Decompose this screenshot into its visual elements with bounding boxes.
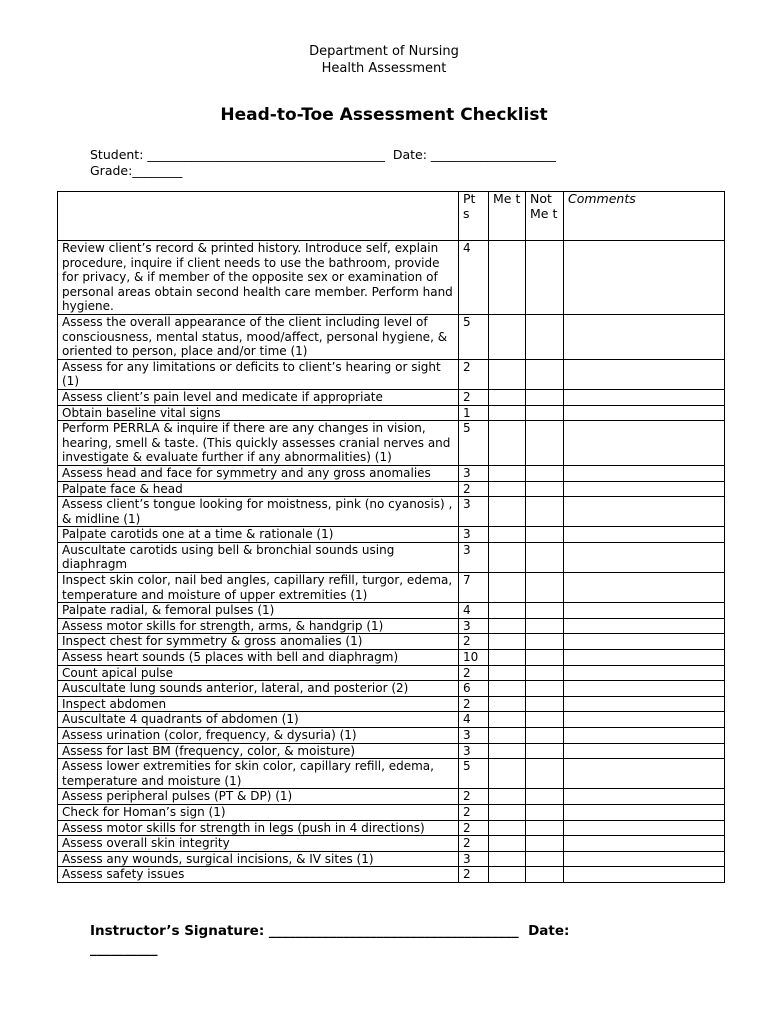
comments-cell[interactable]	[564, 804, 725, 820]
not-met-cell[interactable]	[526, 728, 564, 744]
table-row	[58, 421, 725, 466]
task-cell: Review client’s record & printed history. Introduce self, explain procedure, inquire if client needs to use the bathroom, provide for privacy, & if member of the opposite sex or examination of personal areas obtain second health care member. Perform hand hygiene.	[58, 241, 459, 315]
task-cell: Assess heart sounds (5 places with bell and diaphragm)	[58, 650, 459, 666]
task-cell: Assess for any limitations or deficits to client’s hearing or sight (1)	[58, 359, 459, 389]
table-row	[58, 542, 725, 572]
not-met-cell[interactable]	[526, 389, 564, 405]
met-cell[interactable]	[489, 241, 526, 315]
met-cell[interactable]	[489, 465, 526, 481]
met-cell[interactable]	[489, 573, 526, 603]
task-cell: Assess the overall appearance of the client including level of consciousness, mental status, mood/affect, personal hygiene, & oriented to person, place and/or time (1)	[58, 314, 459, 359]
points-cell: 4	[459, 712, 489, 728]
comments-cell[interactable]	[564, 542, 725, 572]
task-cell: Palpate face & head	[58, 481, 459, 497]
table-row	[58, 851, 725, 867]
task-cell: Assess motor skills for strength, arms, & handgrip (1)	[58, 618, 459, 634]
met-cell[interactable]	[489, 696, 526, 712]
not-met-cell[interactable]	[526, 542, 564, 572]
met-cell[interactable]	[489, 497, 526, 527]
course-name: Health Assessment	[321, 61, 447, 76]
column-header-comments: Comments	[564, 192, 725, 241]
comments-cell[interactable]	[564, 681, 725, 697]
table-row	[58, 820, 725, 836]
task-cell: Count apical pulse	[58, 665, 459, 681]
met-cell[interactable]	[489, 542, 526, 572]
not-met-cell[interactable]	[526, 650, 564, 666]
department-name: Department of Nursing	[309, 44, 459, 59]
points-cell: 2	[459, 836, 489, 852]
points-cell: 2	[459, 481, 489, 497]
met-cell[interactable]	[489, 743, 526, 759]
comments-cell[interactable]	[564, 465, 725, 481]
met-cell[interactable]	[489, 359, 526, 389]
points-cell: 7	[459, 573, 489, 603]
table-row	[58, 804, 725, 820]
table-row	[58, 603, 725, 619]
not-met-cell[interactable]	[526, 241, 564, 315]
not-met-cell[interactable]	[526, 465, 564, 481]
table-row	[58, 743, 725, 759]
comments-cell[interactable]	[564, 314, 725, 359]
task-cell: Palpate radial, & femoral pulses (1)	[58, 603, 459, 619]
points-cell: 2	[459, 789, 489, 805]
not-met-cell[interactable]	[526, 836, 564, 852]
column-header-met: Me t	[489, 192, 526, 241]
met-cell[interactable]	[489, 681, 526, 697]
met-cell[interactable]	[489, 314, 526, 359]
table-row	[58, 681, 725, 697]
task-cell: Auscultate carotids using bell & bronchial sounds using diaphragm	[58, 542, 459, 572]
student-date-line[interactable]: Student: ______________________________________ Date: ____________________	[90, 147, 556, 162]
column-header-pts: Pt s	[459, 192, 489, 241]
checklist-table	[57, 191, 725, 883]
points-cell: 2	[459, 634, 489, 650]
task-cell: Auscultate 4 quadrants of abdomen (1)	[58, 712, 459, 728]
not-met-cell[interactable]	[526, 665, 564, 681]
met-cell[interactable]	[489, 481, 526, 497]
comments-cell[interactable]	[564, 650, 725, 666]
comments-cell[interactable]	[564, 405, 725, 421]
comments-cell[interactable]	[564, 820, 725, 836]
grade-line[interactable]: Grade:________	[90, 163, 183, 178]
not-met-cell[interactable]	[526, 743, 564, 759]
not-met-cell[interactable]	[526, 497, 564, 527]
not-met-cell[interactable]	[526, 573, 564, 603]
not-met-cell[interactable]	[526, 712, 564, 728]
met-cell[interactable]	[489, 820, 526, 836]
points-cell: 3	[459, 728, 489, 744]
met-cell[interactable]	[489, 712, 526, 728]
comments-cell[interactable]	[564, 481, 725, 497]
table-row	[58, 728, 725, 744]
comments-cell[interactable]	[564, 728, 725, 744]
comments-cell[interactable]	[564, 527, 725, 543]
table-row	[58, 634, 725, 650]
points-cell: 2	[459, 665, 489, 681]
met-cell[interactable]	[489, 851, 526, 867]
task-cell: Check for Homan’s sign (1)	[58, 804, 459, 820]
points-cell: 3	[459, 618, 489, 634]
met-cell[interactable]	[489, 421, 526, 466]
not-met-cell[interactable]	[526, 681, 564, 697]
points-cell: 4	[459, 603, 489, 619]
points-cell: 2	[459, 820, 489, 836]
met-cell[interactable]	[489, 759, 526, 789]
comments-cell[interactable]	[564, 618, 725, 634]
not-met-cell[interactable]	[526, 634, 564, 650]
comments-cell[interactable]	[564, 389, 725, 405]
task-cell: Inspect abdomen	[58, 696, 459, 712]
comments-cell[interactable]	[564, 867, 725, 883]
column-header-task	[58, 192, 459, 241]
points-cell: 4	[459, 241, 489, 315]
task-cell: Assess any wounds, surgical incisions, & IV sites (1)	[58, 851, 459, 867]
not-met-cell[interactable]	[526, 851, 564, 867]
comments-cell[interactable]	[564, 712, 725, 728]
comments-cell[interactable]	[564, 603, 725, 619]
comments-cell[interactable]	[564, 743, 725, 759]
met-cell[interactable]	[489, 728, 526, 744]
page-title: Head-to-Toe Assessment Checklist	[220, 105, 548, 125]
points-cell: 2	[459, 867, 489, 883]
not-met-cell[interactable]	[526, 867, 564, 883]
comments-cell[interactable]	[564, 497, 725, 527]
met-cell[interactable]	[489, 634, 526, 650]
not-met-cell[interactable]	[526, 314, 564, 359]
comments-cell[interactable]	[564, 759, 725, 789]
points-cell: 2	[459, 359, 489, 389]
not-met-cell[interactable]	[526, 789, 564, 805]
table-row	[58, 712, 725, 728]
instructor-signature-line[interactable]: Instructor’s Signature: _____________________________________ Date:	[90, 923, 570, 939]
not-met-cell[interactable]	[526, 481, 564, 497]
comments-cell[interactable]	[564, 359, 725, 389]
comments-cell[interactable]	[564, 573, 725, 603]
table-row	[58, 481, 725, 497]
table-row	[58, 759, 725, 789]
not-met-cell[interactable]	[526, 405, 564, 421]
not-met-cell[interactable]	[526, 527, 564, 543]
table-row	[58, 618, 725, 634]
not-met-cell[interactable]	[526, 603, 564, 619]
met-cell[interactable]	[489, 789, 526, 805]
met-cell[interactable]	[489, 527, 526, 543]
table-row	[58, 465, 725, 481]
task-cell: Assess lower extremities for skin color, capillary refill, edema, temperature and moisture (1)	[58, 759, 459, 789]
not-met-cell[interactable]	[526, 359, 564, 389]
task-cell: Palpate carotids one at a time & rationale (1)	[58, 527, 459, 543]
table-row	[58, 359, 725, 389]
comments-cell[interactable]	[564, 851, 725, 867]
table-row	[58, 314, 725, 359]
points-cell: 1	[459, 405, 489, 421]
met-cell[interactable]	[489, 405, 526, 421]
points-cell: 3	[459, 851, 489, 867]
points-cell: 2	[459, 696, 489, 712]
comments-cell[interactable]	[564, 836, 725, 852]
table-row	[58, 527, 725, 543]
points-cell: 2	[459, 804, 489, 820]
column-header-not-met: Not Me t	[526, 192, 564, 241]
met-cell[interactable]	[489, 836, 526, 852]
task-cell: Inspect skin color, nail bed angles, capillary refill, turgor, edema, temperature and moisture of upper extremities (1)	[58, 573, 459, 603]
comments-cell[interactable]	[564, 665, 725, 681]
points-cell: 10	[459, 650, 489, 666]
task-cell: Assess motor skills for strength in legs (push in 4 directions)	[58, 820, 459, 836]
comments-cell[interactable]	[564, 696, 725, 712]
task-cell: Assess head and face for symmetry and any gross anomalies	[58, 465, 459, 481]
table-row	[58, 696, 725, 712]
task-cell: Assess client’s pain level and medicate if appropriate	[58, 389, 459, 405]
met-cell[interactable]	[489, 650, 526, 666]
task-cell: Assess client’s tongue looking for moistness, pink (no cyanosis) , & midline (1)	[58, 497, 459, 527]
comments-cell[interactable]	[564, 789, 725, 805]
table-row	[58, 573, 725, 603]
task-cell: Inspect chest for symmetry & gross anomalies (1)	[58, 634, 459, 650]
instructor-date-line[interactable]: __________	[90, 941, 158, 957]
table-row	[58, 665, 725, 681]
not-met-cell[interactable]	[526, 759, 564, 789]
not-met-cell[interactable]	[526, 820, 564, 836]
task-cell: Assess urination (color, frequency, & dysuria) (1)	[58, 728, 459, 744]
points-cell: 3	[459, 542, 489, 572]
task-cell: Assess overall skin integrity	[58, 836, 459, 852]
table-row	[58, 650, 725, 666]
table-row	[58, 867, 725, 883]
points-cell: 5	[459, 421, 489, 466]
task-cell: Auscultate lung sounds anterior, lateral, and posterior (2)	[58, 681, 459, 697]
points-cell: 2	[459, 389, 489, 405]
task-cell: Obtain baseline vital signs	[58, 405, 459, 421]
comments-cell[interactable]	[564, 421, 725, 466]
task-cell: Perform PERRLA & inquire if there are any changes in vision, hearing, smell & taste. (This quickly assesses cranial nerves and investigate & evaluate further if any abnormalities) (1)	[58, 421, 459, 466]
points-cell: 3	[459, 743, 489, 759]
points-cell: 5	[459, 314, 489, 359]
points-cell: 3	[459, 497, 489, 527]
table-row	[58, 389, 725, 405]
points-cell: 6	[459, 681, 489, 697]
not-met-cell[interactable]	[526, 804, 564, 820]
met-cell[interactable]	[489, 603, 526, 619]
task-cell: Assess peripheral pulses (PT & DP) (1)	[58, 789, 459, 805]
points-cell: 3	[459, 527, 489, 543]
met-cell[interactable]	[489, 389, 526, 405]
points-cell: 3	[459, 465, 489, 481]
table-row	[58, 789, 725, 805]
table-row	[58, 405, 725, 421]
table-row	[58, 836, 725, 852]
comments-cell[interactable]	[564, 634, 725, 650]
not-met-cell[interactable]	[526, 696, 564, 712]
checklist-rows	[58, 241, 725, 883]
not-met-cell[interactable]	[526, 421, 564, 466]
comments-cell[interactable]	[564, 241, 725, 315]
met-cell[interactable]	[489, 804, 526, 820]
table-row	[58, 497, 725, 527]
task-cell: Assess for last BM (frequency, color, & moisture)	[58, 743, 459, 759]
task-cell: Assess safety issues	[58, 867, 459, 883]
points-cell: 5	[459, 759, 489, 789]
not-met-cell[interactable]	[526, 618, 564, 634]
met-cell[interactable]	[489, 665, 526, 681]
met-cell[interactable]	[489, 618, 526, 634]
met-cell[interactable]	[489, 867, 526, 883]
table-row	[58, 241, 725, 315]
